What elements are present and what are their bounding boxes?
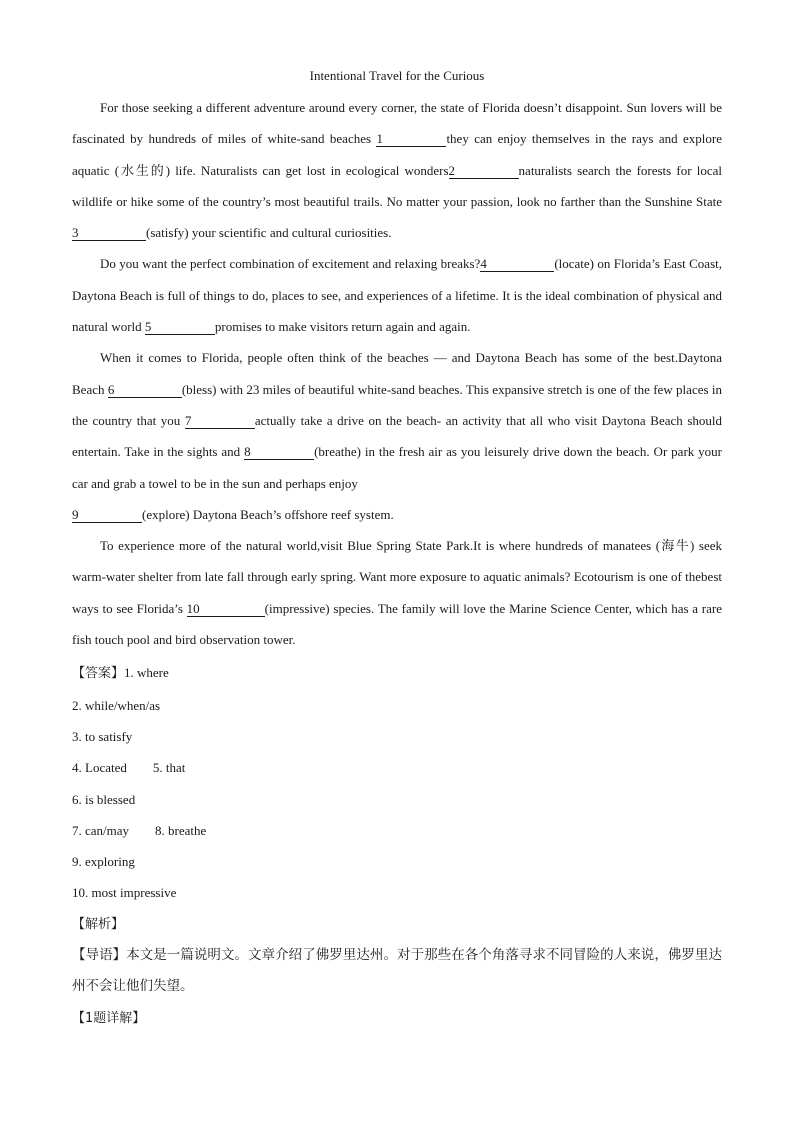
answer-line-3: 3. to satisfy xyxy=(72,728,133,744)
question-1-detail-tag: 【1题详解】 xyxy=(72,1010,146,1026)
blank-10: 10 xyxy=(187,601,265,617)
answer-line-9: 9. exploring xyxy=(72,854,135,870)
blank-9: 9 xyxy=(72,507,142,523)
blank-6: 6 xyxy=(108,382,182,398)
blank-5: 5 xyxy=(145,319,215,335)
paragraph-1: For those seeking a different adventure around every corner, the state of Florida doesn’t disappoint. Sun lovers will be fascinated by hundreds of miles of white-sand beaches 1 they can enjoy themselves in the rays and explore aquatic (水生的) life. Naturalists can get lost in ecological wonders2 naturalists search the forests for local wildlife or hike some of the country’s most beautiful trails. No matter your passion, look no farther than the Sunshine State 3 (satisfy) your scientific and cultural curiosities. xyxy=(72,100,722,241)
answer-line-7: 7. can/may 8. breathe xyxy=(72,822,207,838)
answer-line-1: 【答案】1. where xyxy=(72,665,169,682)
blank-2: 2 xyxy=(449,163,519,179)
passage-body xyxy=(72,92,722,1034)
answer-line-4: 4. Located 5. that xyxy=(72,760,186,776)
answer-line-10: 10. most impressive xyxy=(72,885,177,901)
paragraph-3: When it comes to Florida, people often think of the beaches — and Daytona Beach has some of the best.Daytona Beach 6 (bless) with 23 miles of beautiful white-sand beaches. This expansive stretch is one of the few places in the country that you 7 actually take a drive on the beach- an activity that all who visit Daytona Beach should entertain. Take in the sights and 8 (breathe) in the fresh air as you leisurely drive down the beach. Or park your car and grab a towel to be in the sun and perhaps enjoy 9 (explore) Daytona Beach’s offshore reef system. xyxy=(72,350,723,522)
analysis-tag: 【解析】 xyxy=(72,916,125,932)
answer-tag: 【答案】 xyxy=(72,666,125,682)
answer-section xyxy=(72,657,722,1034)
guide-text: 【导语】本文是一篇说明文。文章介绍了佛罗里达州。对于那些在各个角落寻求不同冒险的人来说，佛罗里达州不会让他们失望。 xyxy=(72,947,722,995)
blank-3: 3 xyxy=(72,225,146,241)
blank-8: 8 xyxy=(244,444,314,460)
paragraph-2: Do you want the perfect combination of excitement and relaxing breaks?4 (locate) on Florida’s East Coast, Daytona Beach is full of things to do, places to see, and experiences of a lifetime. It is the ideal combination of physical and natural world 5 promises to make visitors return again and again. xyxy=(72,256,722,335)
blank-7: 7 xyxy=(185,413,255,429)
answer-line-6: 6. is blessed xyxy=(72,791,136,807)
passage-title: Intentional Travel for the Curious xyxy=(309,68,485,83)
paragraph-4: To experience more of the natural world,visit Blue Spring State Park.It is where hundreds of manatees (海牛) seek warm-water shelter from late fall through early spring. Want more exposure to aquatic animals? Ecotourism is one of thebest ways to see Florida’s 10 (impressive) species. The family will love the Marine Science Center, which has a rare fish touch pool and bird observation tower. xyxy=(72,538,722,648)
blank-1: 1 xyxy=(376,131,446,147)
answer-line-2: 2. while/when/as xyxy=(72,697,161,713)
blank-4: 4 xyxy=(480,256,554,272)
